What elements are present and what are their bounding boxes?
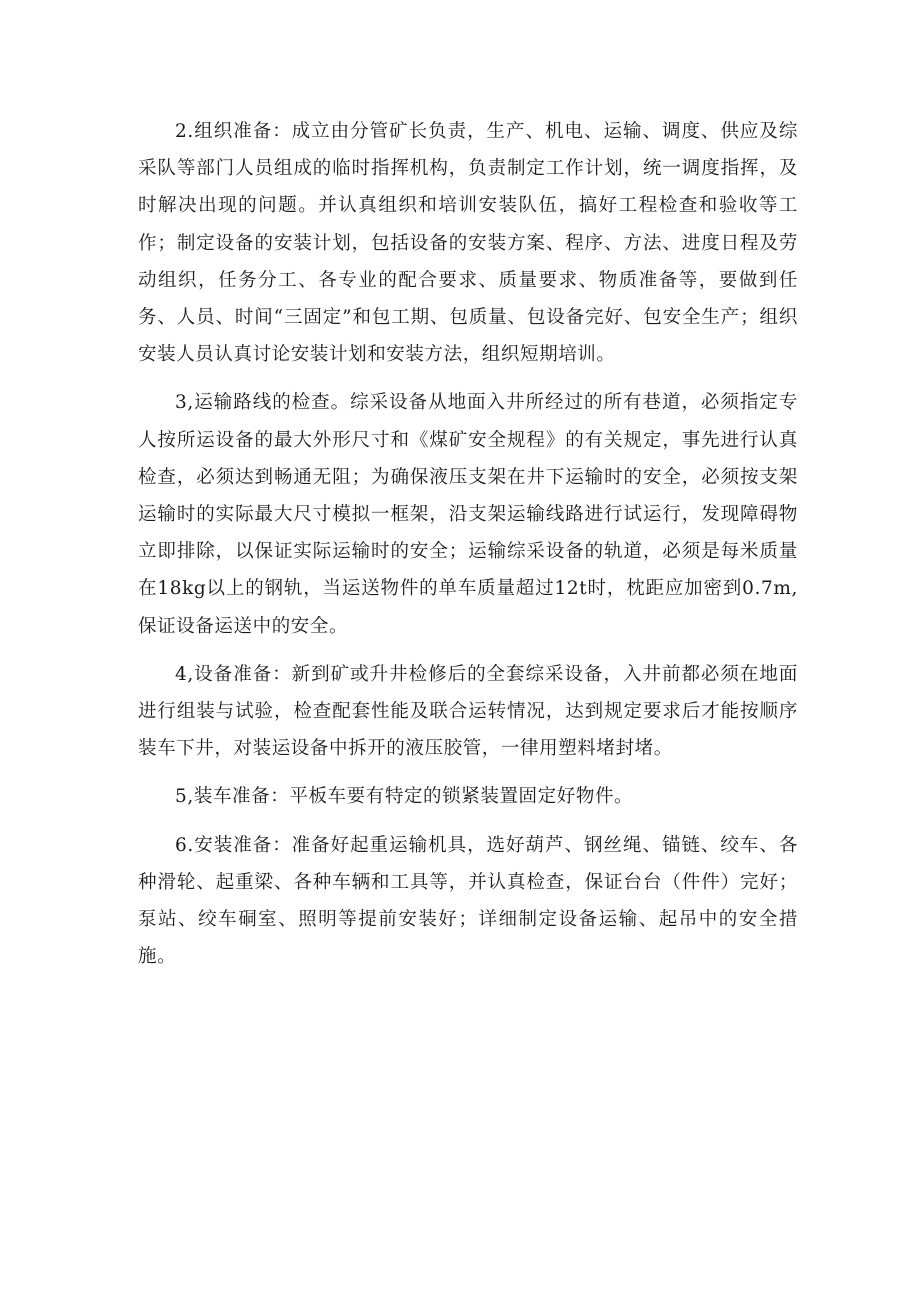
document-body: [138, 113, 798, 986]
paragraph-equipment-prep: 4,设备准备：新到矿或升井检修后的全套综采设备，入井前都必须在地面进行组装与试验，检查配套性能及联合运转情况，达到规定要求后才能按顺序装车下井，对装运设备中拆开的液压胶管，一律用塑料堵封堵。: [138, 663, 798, 760]
paragraph-transport-route-check: 3,运输路线的检查。综采设备从地面入井所经过的所有巷道，必须指定专人按所运设备的最大外形尺寸和《煤矿安全规程》的有关规定，事先进行认真检查，必须达到畅通无阻；为确保液压支架在井下运输时的安全，必须按支架运输时的实际最大尺寸模拟一框架，沿支架运输线路进行试运行，发现障碍物立即排除，以保证实际运输时的安全；运输综采设备的轨道，必须是每米质量在18kg以上的钢轨，当运送物件的单车质量超过12t时，枕距应加密到0.7m,保证设备运送中的安全。: [138, 392, 798, 637]
paragraph-installation-prep: 6.安装准备：准备好起重运输机具，选好葫芦、钢丝绳、锚链、绞车、各种滑轮、起重梁、各种车辆和工具等，并认真检查，保证台台（件件）完好；泵站、绞车硐室、照明等提前安装好；详细制定设备运输、起吊中的安全措施。: [138, 834, 798, 968]
paragraph-loading-prep: 5,装车准备：平板车要有特定的锁紧装置固定好物件。: [175, 786, 634, 808]
paragraph-organization-prep: 2.组织准备：成立由分管矿长负责，生产、机电、运输、调度、供应及综采队等部门人员组成的临时指挥机构，负责制定工作计划，统一调度指挥，及时解决出现的问题。并认真组织和培训安装队伍，搞好工程检查和验收等工作；制定设备的安装计划，包括设备的安装方案、程序、方法、进度日程及劳动组织，任务分工、各专业的配合要求、质量要求、物质准备等，要做到任务、人员、时间“三固定”和包工期、包质量、包设备完好、包安全生产；组织安装人员认真讨论安装计划和安装方法，组织短期培训。: [138, 121, 798, 366]
